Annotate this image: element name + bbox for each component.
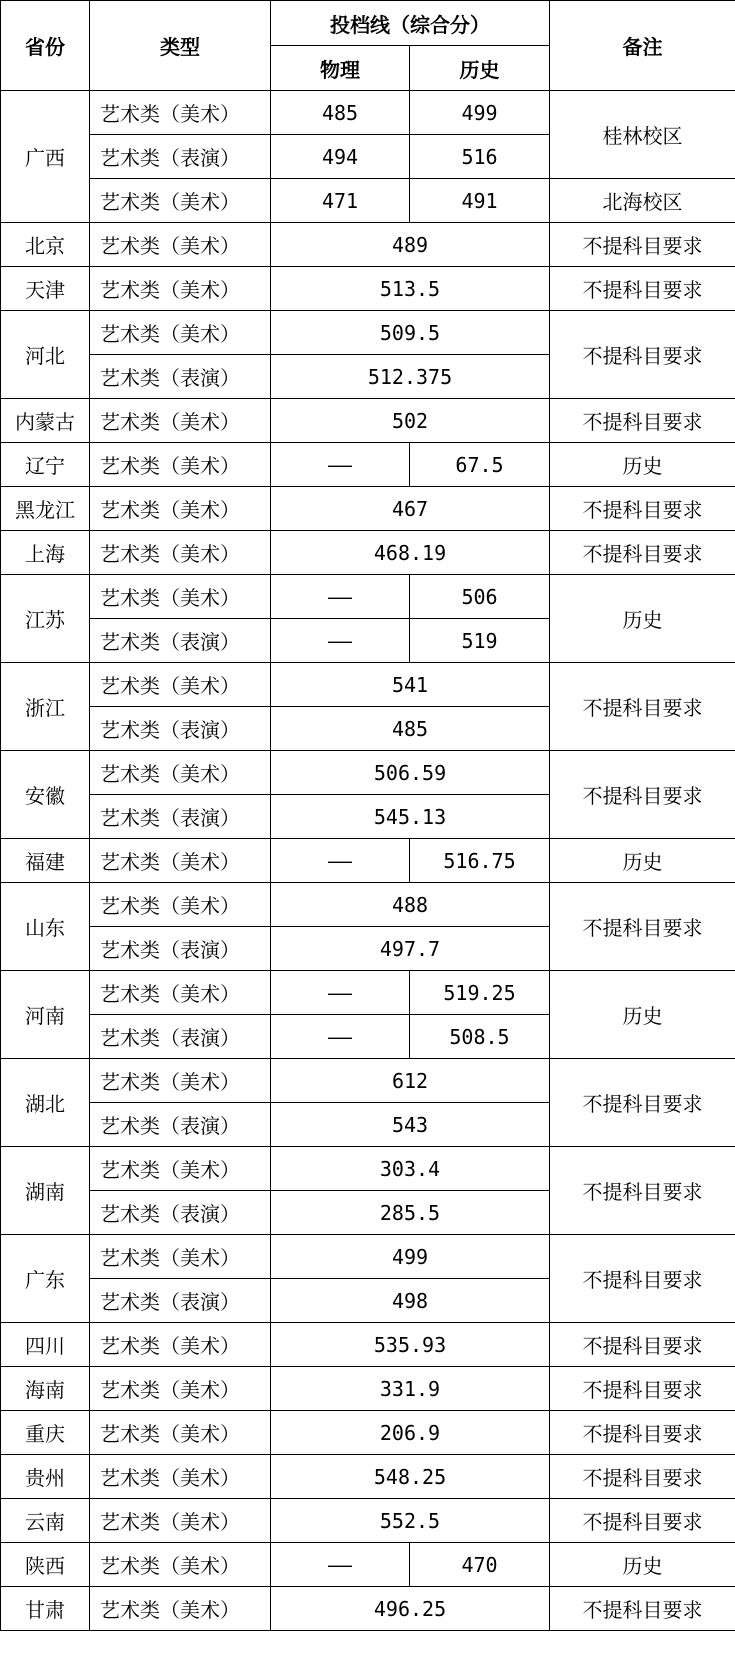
type-cell: 艺术类（美术）	[90, 531, 271, 575]
table-row	[1, 663, 735, 707]
type-cell: 艺术类（美术）	[90, 443, 271, 487]
note-cell: 不提科目要求	[550, 311, 735, 399]
type-cell: 艺术类（表演）	[90, 1279, 271, 1323]
type-cell: 艺术类（美术）	[90, 1147, 271, 1191]
type-cell: 艺术类（美术）	[90, 1323, 271, 1367]
province-cell: 甘肃	[1, 1587, 90, 1631]
type-cell: 艺术类（美术）	[90, 1543, 271, 1587]
table-row	[1, 1147, 735, 1191]
score-cell: 467	[271, 487, 550, 531]
note-cell: 历史	[550, 443, 735, 487]
score-cell: 552.5	[271, 1499, 550, 1543]
type-cell: 艺术类（表演）	[90, 619, 271, 663]
type-cell: 艺术类（美术）	[90, 1367, 271, 1411]
type-cell: 艺术类（美术）	[90, 223, 271, 267]
province-cell: 四川	[1, 1323, 90, 1367]
table-row	[1, 399, 735, 443]
score-cell: 499	[271, 1235, 550, 1279]
score-cell: 489	[271, 223, 550, 267]
physics-score-cell: ——	[271, 443, 410, 487]
score-cell: 509.5	[271, 311, 550, 355]
score-cell: 496.25	[271, 1587, 550, 1631]
province-cell: 内蒙古	[1, 399, 90, 443]
province-cell: 山东	[1, 883, 90, 971]
note-cell: 不提科目要求	[550, 399, 735, 443]
table-row	[1, 1543, 735, 1587]
score-cell: 206.9	[271, 1411, 550, 1455]
province-cell: 天津	[1, 267, 90, 311]
note-cell: 不提科目要求	[550, 267, 735, 311]
province-cell: 湖南	[1, 1147, 90, 1235]
physics-score-cell: ——	[271, 971, 410, 1015]
type-cell: 艺术类（美术）	[90, 311, 271, 355]
type-cell: 艺术类（美术）	[90, 1499, 271, 1543]
score-cell: 331.9	[271, 1367, 550, 1411]
table-row	[1, 1499, 735, 1543]
history-score-cell: 516.75	[410, 839, 550, 883]
score-cell: 535.93	[271, 1323, 550, 1367]
score-cell: 612	[271, 1059, 550, 1103]
note-cell: 不提科目要求	[550, 1367, 735, 1411]
history-score-cell: 499	[410, 91, 550, 135]
score-cell: 468.19	[271, 531, 550, 575]
note-cell: 历史	[550, 839, 735, 883]
table-row	[1, 1587, 735, 1631]
type-cell: 艺术类（美术）	[90, 267, 271, 311]
header-type: 类型	[90, 1, 271, 91]
note-cell: 历史	[550, 575, 735, 663]
history-score-cell: 519	[410, 619, 550, 663]
table-row	[1, 223, 735, 267]
province-cell: 河北	[1, 311, 90, 399]
province-cell: 辽宁	[1, 443, 90, 487]
physics-score-cell: ——	[271, 1543, 410, 1587]
note-cell: 不提科目要求	[550, 1587, 735, 1631]
type-cell: 艺术类（美术）	[90, 1455, 271, 1499]
note-cell: 不提科目要求	[550, 223, 735, 267]
history-score-cell: 67.5	[410, 443, 550, 487]
type-cell: 艺术类（表演）	[90, 1015, 271, 1059]
province-cell: 浙江	[1, 663, 90, 751]
physics-score-cell: ——	[271, 619, 410, 663]
note-cell: 北海校区	[550, 179, 735, 223]
province-cell: 广西	[1, 91, 90, 223]
note-cell: 不提科目要求	[550, 751, 735, 839]
table-row	[1, 531, 735, 575]
type-cell: 艺术类（美术）	[90, 179, 271, 223]
score-cell: 541	[271, 663, 550, 707]
score-cell: 506.59	[271, 751, 550, 795]
note-cell: 不提科目要求	[550, 883, 735, 971]
score-cell: 513.5	[271, 267, 550, 311]
score-cell: 543	[271, 1103, 550, 1147]
type-cell: 艺术类（美术）	[90, 839, 271, 883]
province-cell: 重庆	[1, 1411, 90, 1455]
table-row	[1, 443, 735, 487]
score-cell: 512.375	[271, 355, 550, 399]
history-score-cell: 491	[410, 179, 550, 223]
table-row	[1, 883, 735, 927]
table-row	[1, 1367, 735, 1411]
province-cell: 陕西	[1, 1543, 90, 1587]
score-cell: 303.4	[271, 1147, 550, 1191]
province-cell: 福建	[1, 839, 90, 883]
table-row	[1, 1323, 735, 1367]
province-cell: 贵州	[1, 1455, 90, 1499]
score-cell: 485	[271, 707, 550, 751]
province-cell: 广东	[1, 1235, 90, 1323]
type-cell: 艺术类（表演）	[90, 927, 271, 971]
note-cell: 不提科目要求	[550, 663, 735, 751]
type-cell: 艺术类（美术）	[90, 1235, 271, 1279]
province-cell: 北京	[1, 223, 90, 267]
province-cell: 海南	[1, 1367, 90, 1411]
note-cell: 不提科目要求	[550, 487, 735, 531]
type-cell: 艺术类（美术）	[90, 663, 271, 707]
note-cell: 不提科目要求	[550, 1147, 735, 1235]
type-cell: 艺术类（表演）	[90, 1103, 271, 1147]
header-history: 历史	[410, 46, 550, 91]
province-cell: 江苏	[1, 575, 90, 663]
province-cell: 河南	[1, 971, 90, 1059]
score-cell: 502	[271, 399, 550, 443]
table-row	[1, 487, 735, 531]
header-province: 省份	[1, 1, 90, 91]
history-score-cell: 506	[410, 575, 550, 619]
note-cell: 历史	[550, 1543, 735, 1587]
score-cell: 548.25	[271, 1455, 550, 1499]
score-cell: 497.7	[271, 927, 550, 971]
province-cell: 黑龙江	[1, 487, 90, 531]
type-cell: 艺术类（表演）	[90, 795, 271, 839]
history-score-cell: 508.5	[410, 1015, 550, 1059]
physics-score-cell: ——	[271, 575, 410, 619]
physics-score-cell: 485	[271, 91, 410, 135]
note-cell: 不提科目要求	[550, 1499, 735, 1543]
note-cell: 历史	[550, 971, 735, 1059]
type-cell: 艺术类（美术）	[90, 971, 271, 1015]
table-row	[1, 839, 735, 883]
province-cell: 云南	[1, 1499, 90, 1543]
table-row	[1, 179, 735, 223]
score-cell: 498	[271, 1279, 550, 1323]
physics-score-cell: ——	[271, 1015, 410, 1059]
header-physics: 物理	[271, 46, 410, 91]
note-cell: 不提科目要求	[550, 1059, 735, 1147]
history-score-cell: 519.25	[410, 971, 550, 1015]
score-cell: 488	[271, 883, 550, 927]
type-cell: 艺术类（美术）	[90, 751, 271, 795]
type-cell: 艺术类（表演）	[90, 707, 271, 751]
table-row	[1, 1235, 735, 1279]
type-cell: 艺术类（美术）	[90, 399, 271, 443]
type-cell: 艺术类（表演）	[90, 135, 271, 179]
note-cell: 桂林校区	[550, 91, 735, 179]
type-cell: 艺术类（美术）	[90, 883, 271, 927]
type-cell: 艺术类（美术）	[90, 575, 271, 619]
table-row	[1, 751, 735, 795]
physics-score-cell: ——	[271, 839, 410, 883]
history-score-cell: 516	[410, 135, 550, 179]
note-cell: 不提科目要求	[550, 1455, 735, 1499]
history-score-cell: 470	[410, 1543, 550, 1587]
table-row	[1, 91, 735, 135]
type-cell: 艺术类（美术）	[90, 1059, 271, 1103]
table-row	[1, 575, 735, 619]
note-cell: 不提科目要求	[550, 1411, 735, 1455]
province-cell: 上海	[1, 531, 90, 575]
note-cell: 不提科目要求	[550, 1235, 735, 1323]
type-cell: 艺术类（美术）	[90, 1587, 271, 1631]
province-cell: 湖北	[1, 1059, 90, 1147]
header-score-group: 投档线（综合分）	[271, 1, 550, 46]
table-row	[1, 1455, 735, 1499]
note-cell: 不提科目要求	[550, 1323, 735, 1367]
score-cell: 545.13	[271, 795, 550, 839]
type-cell: 艺术类（表演）	[90, 1191, 271, 1235]
table-row	[1, 1059, 735, 1103]
table-body	[1, 91, 735, 1631]
note-cell: 不提科目要求	[550, 531, 735, 575]
physics-score-cell: 471	[271, 179, 410, 223]
type-cell: 艺术类（美术）	[90, 1411, 271, 1455]
table-row	[1, 267, 735, 311]
table-row	[1, 971, 735, 1015]
type-cell: 艺术类（美术）	[90, 91, 271, 135]
type-cell: 艺术类（美术）	[90, 487, 271, 531]
score-cell: 285.5	[271, 1191, 550, 1235]
province-cell: 安徽	[1, 751, 90, 839]
physics-score-cell: 494	[271, 135, 410, 179]
table-row	[1, 311, 735, 355]
table-row	[1, 1411, 735, 1455]
type-cell: 艺术类（表演）	[90, 355, 271, 399]
header-note: 备注	[550, 1, 735, 91]
